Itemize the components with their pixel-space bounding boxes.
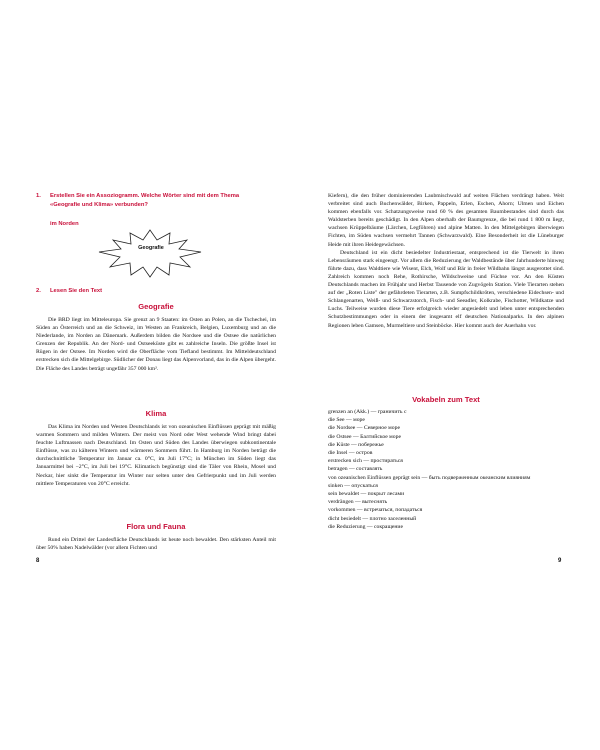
starburst-label: Geografie [138,245,164,251]
paragraph-klima: Das Klima im Norden und Westen Deutschlands ist von ozeanischen Einflüssen geprägt mit mäßig warmen Sommern und milden Wintern. Der meist von Nord oder West wehende Wind bringt dabei feuchte Luftmassen nach Deutschland. Im Osten und Süden des Landes überwiegen subkontinentale Einflüsse, was zu kälteren Wintern und wärmeren Sommern führt. In Hamburg im Norden beträgt die durchschnittliche Temperatur im Januar ca. 0°C, im Juli 17°C; in München im Süden liegt das Januarmittel bei −2°C, im Juli bei 19°C. Klimatisch begünstigt sind die Täler von Rhein, Mosel und Neckar, hier sinkt die Temperatur im Winter nur selten unter den Gefrierpunkt und im Juli werden mittlere Temperaturen von 20°C erreicht. [36,424,276,487]
starburst-shape [95,228,205,278]
page-number-right: 9 [558,558,562,564]
vocab-item: die Insel — остров [328,450,373,457]
vocab-item: die Ostsee — Балтийское море [328,433,401,440]
text-flora-fauna [36,536,276,552]
heading-vokabeln: Vokabeln zum Text [412,395,480,404]
paragraph-flora-fauna: Rund ein Drittel der Landesfläche Deutschlands ist heute noch bewaldet. Den stärksten Anteil mit über 50% haben Nadelwälder (vor allem Fichten und [36,537,276,552]
task-1-text: Erstellen Sie ein Assoziogramm. Welche Wörter sind mit dem Thema «Geografie und Klima» verbunden? [50,193,240,208]
task-1-number: 1. [36,193,41,199]
heading-flora-fauna: Flora und Fauna [126,522,186,531]
paragraph-geografie: Die BRD liegt im Mitteleuropa. Sie grenzt an 9 Staaten: im Osten an Polen, an die Tschechei, im Süden an Österreich und an die Schweiz, im Westen an Frankreich, Belgien, Luxemburg und an die Niederlande, im Norden an Dänemark. Außerdem bilden die Nordsee und die Ostsee die natürlichen Grenzen der Republik. An der Nord- und Ostseeküste gibt es zahlreiche Inseln. Die größte Insel ist Rügen in der Ostsee. Im Norden wird die Oberfläche vom Tiefland bestimmt. Im Mitteldeutschland erstrecken sich die Mittelgebirge. Südlicher der Donau liegt das Alpenvorland, das in die Alpen übergeht. Die Fläche des Landes beträgt ungefähr 357 000 km². [36,317,276,372]
task-2-number: 2. [36,288,41,294]
vocab-item: sein bewaldet — покрыт лесами [328,491,405,498]
vocab-item: grenzen an (Akk.) — граничить с [328,409,407,415]
vocab-item: die See — море [328,417,365,424]
text-flora-fauna-continued [328,192,564,330]
page-number-left: 8 [36,558,40,564]
vocab-item: erstrecken sich — простираться [328,458,403,465]
task-2 [36,287,276,296]
text-geografie [36,316,276,373]
task-2-text: Lesen Sie den Text [50,288,103,294]
vocab-item: die Küste — побережье [328,441,384,448]
vocab-item: verdrängen — вытеснять [328,499,388,506]
vocab-item: von ozeanischen Einflüssen geprägt sein — быть подверженным океанским влияниям [328,474,531,481]
vocab-list [328,408,564,531]
vocab-item: dicht besiedelt — плотно заселенный [328,515,417,522]
paragraph-fauna: Deutschland ist ein dicht besiedelter Industriestaat, entsprechend ist die Tierwelt in ihren Lebensräumen stark eingeengt. Vor allem die Reduzierung der Waldbestände über Jahrhunderte hinweg führte dazu, dass Waldtiere wie Wisent, Elch, Wolf und Bär in freier Wildbahn längst ausgerottet sind. Zahlreich kommen noch Rehe, Rothirsche, Wildschweine und Füchse vor. An den Küsten Deutschlands machen im Frühjahr und Herbst Tausende von Zugvögeln Station. Viele Tierarten stehen auf der „Roten Liste" der gefährdeten Tierarten, z.B. Sumpfschildkröten, verschiedene Eidechsen- und Schlangenarten, Weiß- und Schwarzstorch, Fisch- und Seeadler, Kolkrabe, Fischotter, Wildkatze und Luchs. Teilweise wurden diese Tiere erfolgreich wieder angesiedelt und leben unter entsprechenden Schutzbestimmungen oder in einem der insgesamt elf deutschen Nationalparks. In den alpinen Regionen leben Gamsen, Murmeltiere und Steinböcke. Hier kommt auch der Auerhahn vor. [328,249,564,329]
text-klima [36,423,276,488]
heading-klima: Klima [145,409,167,418]
paragraph-flora-continued: Kiefern), die den früher dominierenden Laubmischwald auf weiten Flächen verdrängt haben. Weit verbreitet sind auch Buchenwälder, Birken, Pappeln, Erlen, Eschen, Ahorn; Ulmen und Eichen kommen ebenfalls vor. Schatzungsweise rund 60 % des gesamten Baumbestandes sind durch das Waldsterben bereits geschädigt. In den Alpen oberhalb der Baumgrenze, die bei rund 1 800 m liegt, wachsen Krüppelbäume (Lärchen, Legföhren) und alpine Matten. In den Mittelgebirgen überwiegen Fichten, im Süden wachsen vermehrt Tannen (Schwarzwald). Eine Besonderheit ist die Lüneburger Heide mit ihren Heidegewächsen. [328,193,564,248]
vocab-item: sinken — опускаться [328,482,378,489]
right-page [300,0,600,750]
task-1 [36,192,276,209]
vocab-item: betragen — составлять [328,466,383,473]
vocab-item: die Nordsee — Северное море [328,425,400,432]
vocab-item: vorkommen — встречаться, попадаться [328,507,423,514]
sublabel-im-norden: im Norden [50,221,79,227]
vocab-item: die Reduzierung — сокращение [328,523,403,530]
heading-geografie: Geografie [138,302,174,311]
